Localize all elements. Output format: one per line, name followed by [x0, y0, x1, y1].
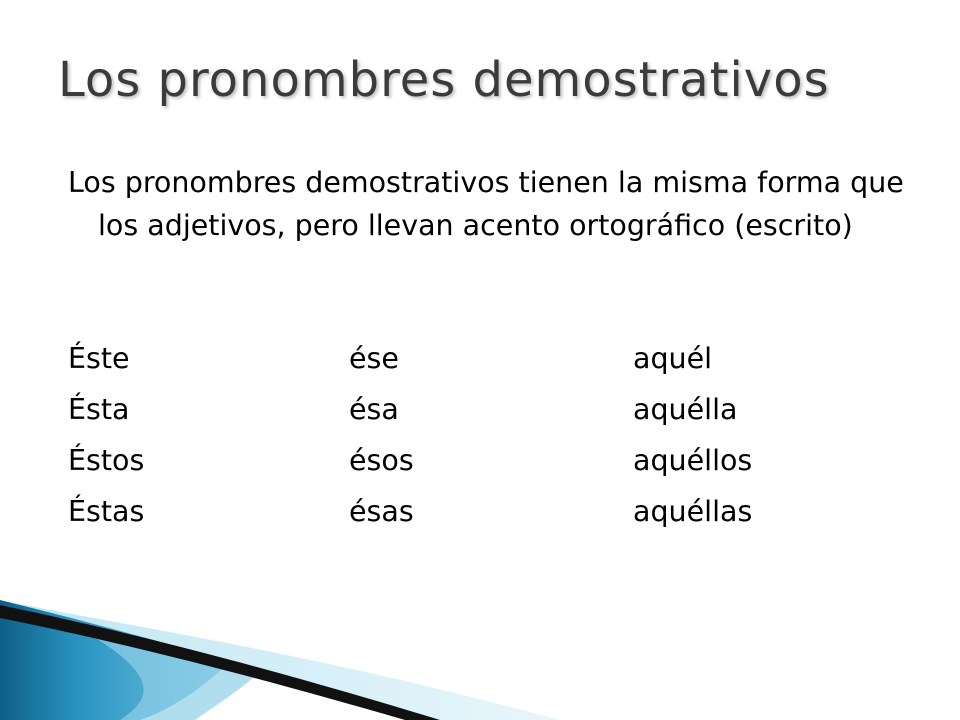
table-cell: aquélla [633, 393, 738, 426]
table-cell: Éste [68, 342, 130, 375]
table-cell: aquéllas [633, 495, 753, 528]
table-cell: Éstas [68, 495, 145, 528]
intro-paragraph: Los pronombres demostrativos tienen la misma forma que los adjetivos, pero llevan acento ortográfico (escrito) [68, 166, 904, 242]
slide-title: Los pronombres demostrativos [58, 52, 830, 108]
wave-black-stroke [0, 605, 440, 720]
table-cell: aquél [633, 342, 713, 375]
table-cell: ése [349, 342, 399, 375]
table-cell: ésa [349, 393, 399, 426]
table-cell: Éstos [68, 444, 145, 477]
table-cell: ésas [349, 495, 414, 528]
wave-light-band [0, 600, 560, 720]
table-cell: ésos [349, 444, 414, 477]
wave-blue-band-light [60, 618, 260, 720]
wave-blue-band [0, 600, 230, 720]
table-cell: Ésta [68, 393, 130, 426]
table-cell: aquéllos [633, 444, 753, 477]
